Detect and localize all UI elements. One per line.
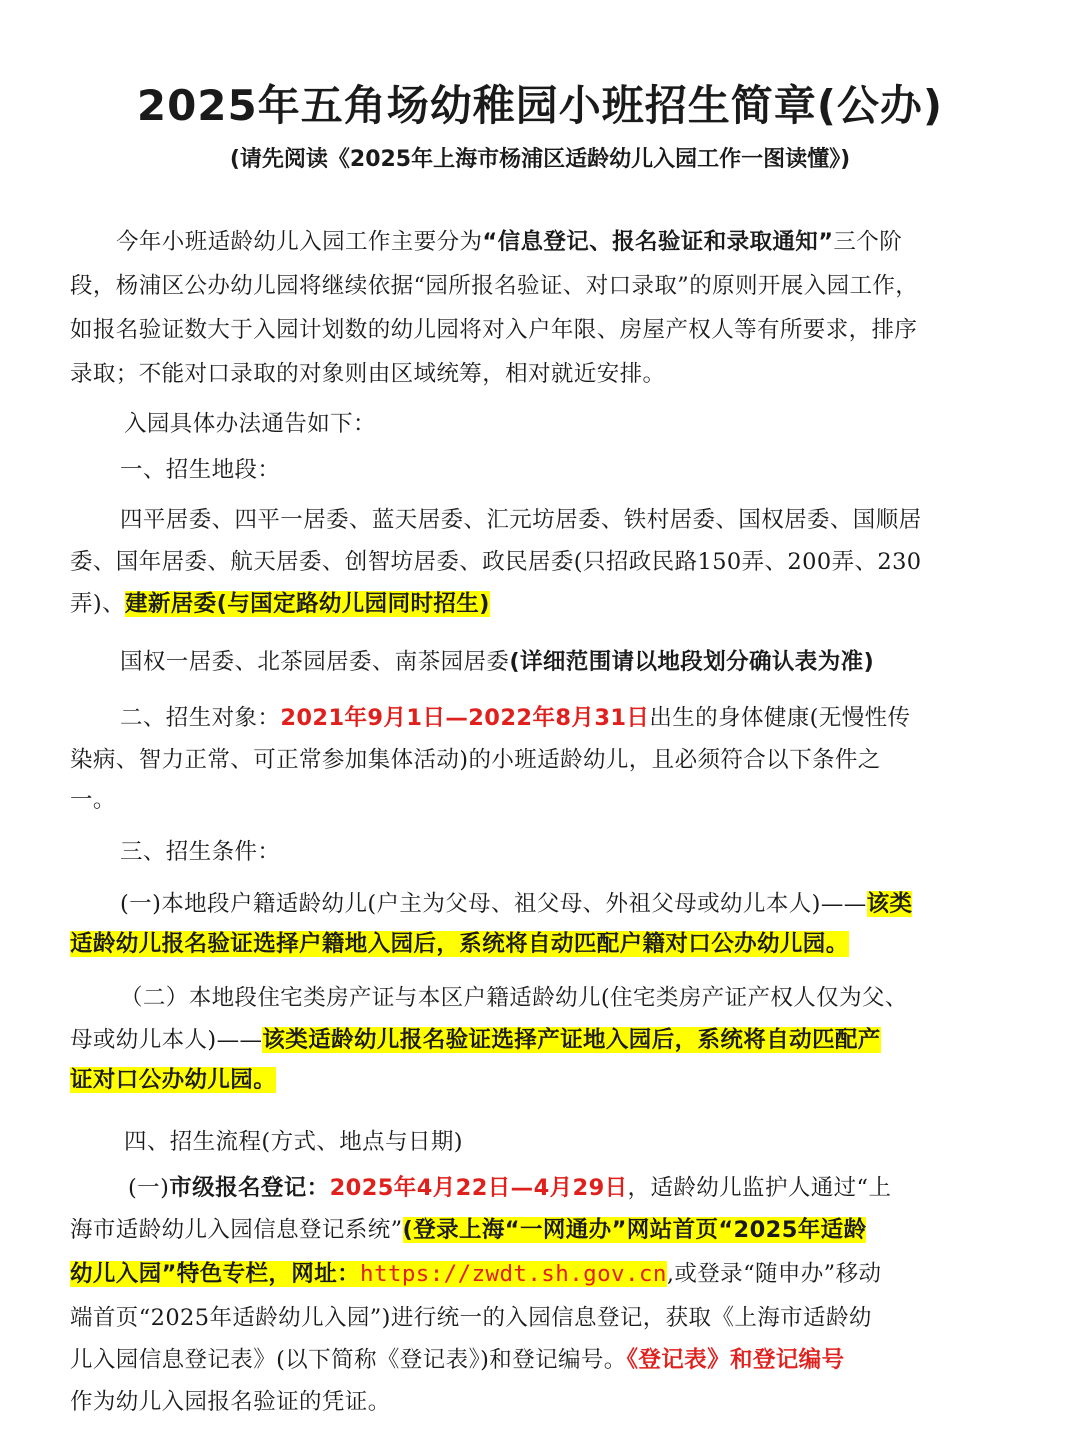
condition-2-line-1: （二）本地段住宅类房产证与本区户籍适龄幼儿(住宅类房产证产权人仅为父、 <box>120 985 908 1011</box>
registration-credential: 《登记表》和登记编号 <box>626 1347 845 1373</box>
process-text: 海市适龄幼儿入园信息登记系统” <box>70 1217 403 1243</box>
district-note: (详细范围请以地段划分确认表为准) <box>509 649 875 675</box>
process-step-label: 市级报名登记： <box>169 1175 330 1201</box>
section-4-heading: 四、招生流程(方式、地点与日期) <box>124 1129 463 1155</box>
process-line-4: 端首页“2025年适龄幼儿入园”)进行统一的入园信息登记，获取《上海市适龄幼 <box>70 1305 872 1331</box>
condition-highlight: 该类适龄幼儿报名验证选择产证地入园后，系统将自动匹配产 <box>262 1027 881 1053</box>
target-line-1 <box>120 696 910 740</box>
section-1-heading: 一、招生地段： <box>120 457 281 483</box>
process-highlight: 幼儿入园”特色专栏，网址： <box>70 1261 360 1287</box>
intro-text: 三个阶 <box>833 229 903 255</box>
condition-2-line-3 <box>70 1058 276 1102</box>
registration-date-range: 2025年4月22日—4月29日 <box>329 1175 628 1201</box>
registration-url-link[interactable]: https://zwdt.sh.gov.cn <box>360 1261 667 1287</box>
district-line-3 <box>70 582 490 626</box>
process-text: ，适龄幼儿监护人通过“上 <box>627 1175 892 1201</box>
district-text: 国权一居委、北茶园居委、南茶园居委 <box>120 649 510 675</box>
condition-highlight: 适龄幼儿报名验证选择户籍地入园后，系统将自动匹配户籍对口公办幼儿园。 <box>70 931 849 957</box>
condition-1-line-2 <box>70 922 849 966</box>
process-text: (一) <box>128 1175 170 1201</box>
process-line-2 <box>70 1208 866 1252</box>
birth-date-range: 2021年9月1日—2022年8月31日 <box>280 705 650 731</box>
target-line-3: 一。 <box>70 787 116 813</box>
notice-line: 入园具体办法通告如下： <box>124 411 376 437</box>
intro-line-1 <box>116 220 902 264</box>
target-line-2: 染病、智力正常、可正常参加集体活动)的小班适龄幼儿，且必须符合以下条件之 <box>70 747 881 773</box>
district-line-4 <box>120 640 874 684</box>
process-line-3 <box>70 1252 881 1296</box>
page-subtitle: (请先阅读《2025年上海市杨浦区适龄幼儿入园工作一图读懂》) <box>229 147 851 172</box>
district-line-1: 四平居委、四平一居委、蓝天居委、汇元坊居委、铁村居委、国权居委、国顺居 <box>120 507 922 533</box>
process-line-1 <box>128 1166 891 1210</box>
section-3-heading: 三、招生条件： <box>120 839 281 865</box>
intro-stages: “信息登记、报名验证和录取通知” <box>482 229 834 255</box>
intro-text: 今年小班适龄幼儿入园工作主要分为 <box>116 229 483 255</box>
condition-highlight: 该类 <box>866 891 913 917</box>
district-text: 弄)、 <box>70 591 125 617</box>
condition-2-line-2 <box>70 1018 881 1062</box>
section-2-heading: 二、招生对象： <box>120 705 281 731</box>
process-line-5 <box>70 1338 844 1382</box>
condition-text: 母或幼儿本人)—— <box>70 1027 263 1053</box>
process-text: 儿入园信息登记表》(以下简称《登记表》)和登记编号。 <box>70 1347 627 1373</box>
condition-highlight: 证对口公办幼儿园。 <box>70 1067 277 1093</box>
condition-text: (一)本地段户籍适龄幼儿(户主为父母、祖父母、外祖父母或幼儿本人)—— <box>120 891 867 917</box>
intro-line-2: 段，杨浦区公办幼儿园将继续依据“园所报名验证、对口录取”的原则开展入园工作， <box>70 273 919 299</box>
highlight-jianxin: 建新居委(与国定路幼儿园同时招生) <box>124 591 490 617</box>
intro-line-4: 录取；不能对口录取的对象则由区域统筹，相对就近安排。 <box>70 361 666 387</box>
intro-line-3: 如报名验证数大于入园计划数的幼儿园将对入户年限、房屋产权人等有所要求，排序 <box>70 317 918 343</box>
process-text: ,或登录“随申办”移动 <box>666 1261 882 1287</box>
district-line-2: 委、国年居委、航天居委、创智坊居委、政民居委(只招政民路150弄、200弄、230 <box>70 549 922 575</box>
page-title: 2025年五角场幼稚园小班招生简章(公办) <box>136 81 944 130</box>
process-highlight: (登录上海“一网通办”网站首页“2025年适龄 <box>402 1217 867 1243</box>
condition-1-line-1 <box>120 882 912 926</box>
process-line-6: 作为幼儿入园报名验证的凭证。 <box>70 1389 391 1415</box>
target-text: 出生的身体健康(无慢性传 <box>649 705 911 731</box>
